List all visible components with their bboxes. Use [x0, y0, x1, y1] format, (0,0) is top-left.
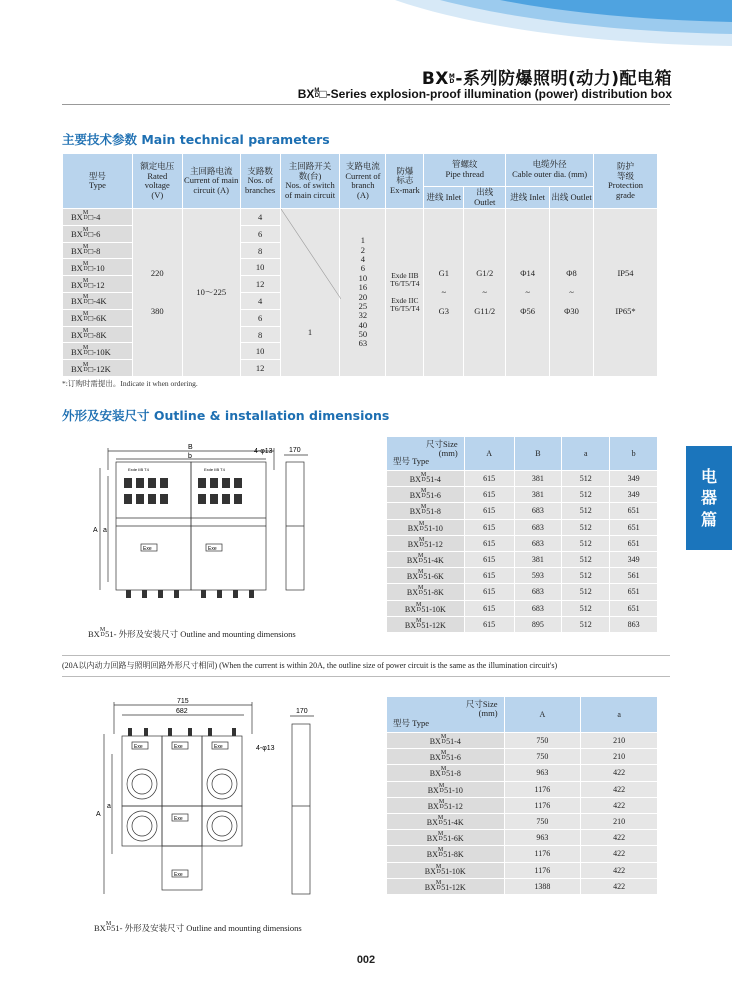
dims-model: BX M D 51-6K [387, 568, 465, 584]
col-pipe-thread: 管螺纹 Pipe thread [424, 154, 506, 187]
dims-value: 349 [610, 471, 658, 487]
col-model: 型号 Type [63, 154, 133, 209]
dims-value: 615 [464, 487, 514, 503]
param-main-current: 10～225 [182, 209, 240, 377]
dims-value: 615 [464, 535, 514, 551]
dims-value: 381 [514, 551, 562, 567]
col-cable-outlet: 出线 Outlet [550, 187, 594, 209]
dims-value: 512 [562, 487, 610, 503]
dims-value: 750 [504, 813, 581, 829]
dims-value: 683 [514, 519, 562, 535]
dims-row [387, 797, 658, 813]
param-cable-inlet: Φ14 ~ Φ56 [506, 209, 550, 377]
dims-value: 512 [562, 519, 610, 535]
param-model: BX M D □-8K [63, 326, 133, 343]
param-branches: 4 [240, 209, 280, 226]
dim-label-715: 715 [177, 698, 189, 705]
dims-model: BX M D 51-4K [387, 551, 465, 567]
dims-value: 349 [610, 487, 658, 503]
dims-value: 349 [610, 551, 658, 567]
dims-row [387, 781, 658, 797]
dims-value: 1176 [504, 781, 581, 797]
dims-value: 615 [464, 584, 514, 600]
dim-label-682: 682 [176, 708, 188, 715]
param-model: BX M D □-10 [63, 259, 133, 276]
dims-model: BX M D 51-12K [387, 878, 505, 894]
dims-row [387, 519, 658, 535]
dims-value: 210 [581, 749, 658, 765]
dims-model: BX M D 51-8 [387, 503, 465, 519]
param-model: BX M D □-6K [63, 309, 133, 326]
table1-col-b: b [610, 437, 658, 471]
dims-value: 561 [610, 568, 658, 584]
table1-corner-header: 尺寸Size (mm) 型号 Type [387, 437, 465, 471]
col-main-current: 主回路电流 Current of main circuit (A) [182, 154, 240, 209]
param-branches: 6 [240, 225, 280, 242]
col-switch: 主回路开关 数(台) Nos. of switch of main circuit [280, 154, 340, 209]
dims-row [387, 600, 658, 616]
dims-value: 651 [610, 519, 658, 535]
ex-label-right: Exe [208, 546, 217, 552]
dims-value: 512 [562, 568, 610, 584]
dims-row [387, 765, 658, 781]
param-branches: 8 [240, 326, 280, 343]
side-tab-electrical: 电 器 篇 [686, 446, 732, 550]
col-protection: 防护 等级 Protection grade [594, 154, 658, 209]
dims-value: 593 [514, 568, 562, 584]
dim-label-B: B [188, 444, 193, 451]
switch-diagonal [281, 209, 341, 377]
dims-value: 512 [562, 503, 610, 519]
dims-value: 963 [504, 765, 581, 781]
col-cable-inlet: 进线 Inlet [506, 187, 550, 209]
dim-label-A: A [93, 527, 98, 534]
section-title-parameters: 主要技术参数 Main technical parameters [62, 132, 330, 147]
dims-value: 422 [581, 781, 658, 797]
dims-row [387, 568, 658, 584]
col-pipe-outlet: 出线 Outlet [464, 187, 506, 209]
dims-row [387, 878, 658, 894]
col-branch-current: 支路电流 Current of branch (A) [340, 154, 386, 209]
ex-label-3: Exe [214, 744, 223, 750]
table2-col-a: a [581, 697, 658, 733]
ex-label-left: Exe [143, 546, 152, 552]
section-title-outline: 外形及安装尺寸 Outline & installation dimensions [62, 408, 390, 423]
table1-col-a: a [562, 437, 610, 471]
dims-value: 750 [504, 749, 581, 765]
param-branch-current: 1 2 4 6 10 16 20 25 32 40 50 63 [340, 209, 386, 377]
dims-row [387, 846, 658, 862]
dims-value: 651 [610, 535, 658, 551]
dims-value: 1388 [504, 878, 581, 894]
dial-4 [207, 811, 237, 841]
dims-value: 651 [610, 503, 658, 519]
dims-value: 863 [610, 616, 658, 632]
param-model: BX M D □-6 [63, 225, 133, 242]
dims-value: 651 [610, 600, 658, 616]
dims-value: 750 [504, 733, 581, 749]
cable-glands [126, 590, 254, 598]
dims-model: BX M D 51-4 [387, 733, 505, 749]
dims-value: 683 [514, 584, 562, 600]
param-branches: 8 [240, 242, 280, 259]
table1-col-A: A [464, 437, 514, 471]
dims-row [387, 830, 658, 846]
dims-value: 210 [581, 813, 658, 829]
outline-drawing-1 [86, 440, 336, 628]
ex-label-2: Exe [174, 744, 183, 750]
dims-value: 210 [581, 733, 658, 749]
dim-label-holes-2: 4-φ13 [256, 745, 275, 752]
nameplate-right: Exde IIB T4 [204, 467, 225, 472]
page-number: 002 [356, 954, 376, 966]
page-title-en: BX M D □-Series explosion-proof illumination (power) distribution box [297, 87, 672, 101]
param-pipe-inlet: G1 ~ G3 [424, 209, 464, 377]
param-model: BX M D □-12 [63, 276, 133, 293]
dims-model: BX M D 51-10 [387, 781, 505, 797]
dimensions-table-2 [386, 696, 658, 895]
dims-model: BX M D 51-10 [387, 519, 465, 535]
dims-row [387, 503, 658, 519]
param-model: BX M D □-4 [63, 209, 133, 226]
dims-model: BX M D 51-12 [387, 535, 465, 551]
ex-label-4: Exe [174, 816, 183, 822]
dims-value: 615 [464, 503, 514, 519]
param-model: BX M D □-4K [63, 293, 133, 310]
outline-drawing-2 [92, 694, 332, 922]
param-row [63, 209, 658, 226]
dims-value: 615 [464, 471, 514, 487]
dims-value: 422 [581, 830, 658, 846]
dial-3 [127, 811, 157, 841]
dim-label-b: b [188, 453, 192, 460]
cable-glands-top [128, 728, 236, 736]
dim-label-depth-2: 170 [296, 708, 308, 715]
section-divider-bottom [62, 676, 670, 677]
dims-model: BX M D 51-12 [387, 797, 505, 813]
page-header [0, 0, 732, 110]
dims-row [387, 487, 658, 503]
dims-model: BX M D 51-6 [387, 749, 505, 765]
order-note: *:订购时需提出。Indicate it when ordering. [62, 379, 198, 388]
dims-model: BX M D 51-6 [387, 487, 465, 503]
title-divider [62, 104, 670, 105]
dims-model: BX M D 51-10K [387, 862, 505, 878]
dim-label-a2: a [107, 803, 111, 810]
dims-model: BX M D 51-8K [387, 846, 505, 862]
dims-value: 381 [514, 471, 562, 487]
dims-value: 1176 [504, 846, 581, 862]
dims-value: 651 [610, 584, 658, 600]
dims-value: 963 [504, 830, 581, 846]
col-voltage: 额定电压 Rated voltage (V) [132, 154, 182, 209]
dims-model: BX M D 51-6K [387, 830, 505, 846]
dims-value: 615 [464, 568, 514, 584]
dims-value: 683 [514, 503, 562, 519]
param-branches: 10 [240, 259, 280, 276]
dims-row [387, 733, 658, 749]
col-exmark: 防爆 标志 Ex-mark [386, 154, 424, 209]
drawing-1-caption: BX M D 51- 外形及安装尺寸 Outline and mounting dimensions [88, 627, 296, 639]
breaker-grid-right [198, 478, 242, 504]
breaker-grid-left [124, 478, 168, 504]
dims-model: BX M D 51-4 [387, 471, 465, 487]
dims-model: BX M D 51-8K [387, 584, 465, 600]
dims-value: 615 [464, 600, 514, 616]
param-protection: IP54 IP65* [594, 209, 658, 377]
page-title-cn: BX M D -系列防爆照明(动力)配电箱 [421, 69, 672, 89]
header-swoosh-graphic [0, 0, 732, 60]
dims-value: 895 [514, 616, 562, 632]
dimensions-table-1 [386, 436, 658, 633]
dims-value: 512 [562, 535, 610, 551]
dims-model: BX M D 51-10K [387, 600, 465, 616]
dims-value: 422 [581, 862, 658, 878]
dim-label-holes: 4-φ13 [254, 448, 273, 455]
dims-model: BX M D 51-4K [387, 813, 505, 829]
param-model: BX M D □-12K [63, 360, 133, 377]
dims-row [387, 749, 658, 765]
param-pipe-outlet: G1/2 ~ G11/2 [464, 209, 506, 377]
dims-value: 683 [514, 600, 562, 616]
dim-label-depth: 170 [289, 447, 301, 454]
param-cable-outlet: Φ8 ~ Φ30 [550, 209, 594, 377]
param-branches: 10 [240, 343, 280, 360]
dims-value: 381 [514, 487, 562, 503]
param-model: BX M D □-8 [63, 242, 133, 259]
dims-value: 512 [562, 584, 610, 600]
param-switch: 1 [280, 209, 340, 377]
param-voltage: 220 380 [132, 209, 182, 377]
section-divider-top [62, 655, 670, 656]
dims-row [387, 584, 658, 600]
dims-value: 1176 [504, 862, 581, 878]
param-branches: 12 [240, 276, 280, 293]
table1-col-B: B [514, 437, 562, 471]
ex-label-1: Exe [134, 744, 143, 750]
dims-value: 615 [464, 616, 514, 632]
param-branches: 4 [240, 293, 280, 310]
nameplate-left: Exde IIB T4 [128, 467, 149, 472]
dims-value: 683 [514, 535, 562, 551]
dim-label-A2: A [96, 811, 101, 818]
dims-value: 422 [581, 765, 658, 781]
dims-row [387, 862, 658, 878]
dims-row [387, 551, 658, 567]
param-exmark: Exde IIB T6/T5/T4 Exde IIC T6/T5/T4 [386, 209, 424, 377]
table2-corner-header: 尺寸Size (mm) 型号 Type [387, 697, 505, 733]
param-branches: 6 [240, 309, 280, 326]
col-branches: 支路数 Nos. of branches [240, 154, 280, 209]
dims-value: 512 [562, 551, 610, 567]
col-cable-dia: 电缆外径 Cable outer dia. (mm) [506, 154, 594, 187]
ex-label-5: Exe [174, 872, 183, 878]
dims-value: 615 [464, 519, 514, 535]
dims-row [387, 813, 658, 829]
parameters-table [62, 153, 658, 377]
dims-value: 422 [581, 878, 658, 894]
dims-model: BX M D 51-8 [387, 765, 505, 781]
dims-value: 512 [562, 616, 610, 632]
dims-value: 1176 [504, 797, 581, 813]
dims-row [387, 616, 658, 632]
dims-value: 422 [581, 846, 658, 862]
dims-model: BX M D 51-12K [387, 616, 465, 632]
col-pipe-inlet: 进线 Inlet [424, 187, 464, 209]
outline-note: (20A以内动力回路与照明回路外形尺寸相同) (When the current is within 20A, the outline size of power circuit is the same as the illumination circuit's) [62, 661, 558, 670]
dims-row [387, 535, 658, 551]
dims-value: 422 [581, 797, 658, 813]
drawing-2-caption: BX M D 51- 外形及安装尺寸 Outline and mounting dimensions [94, 921, 302, 933]
dims-value: 512 [562, 600, 610, 616]
dim-label-a: a [103, 527, 107, 534]
dial-2 [207, 769, 237, 799]
param-branches: 12 [240, 360, 280, 377]
dims-value: 512 [562, 471, 610, 487]
param-model: BX M D □-10K [63, 343, 133, 360]
dial-1 [127, 769, 157, 799]
dims-value: 615 [464, 551, 514, 567]
table2-col-A: A [504, 697, 581, 733]
dims-row [387, 471, 658, 487]
